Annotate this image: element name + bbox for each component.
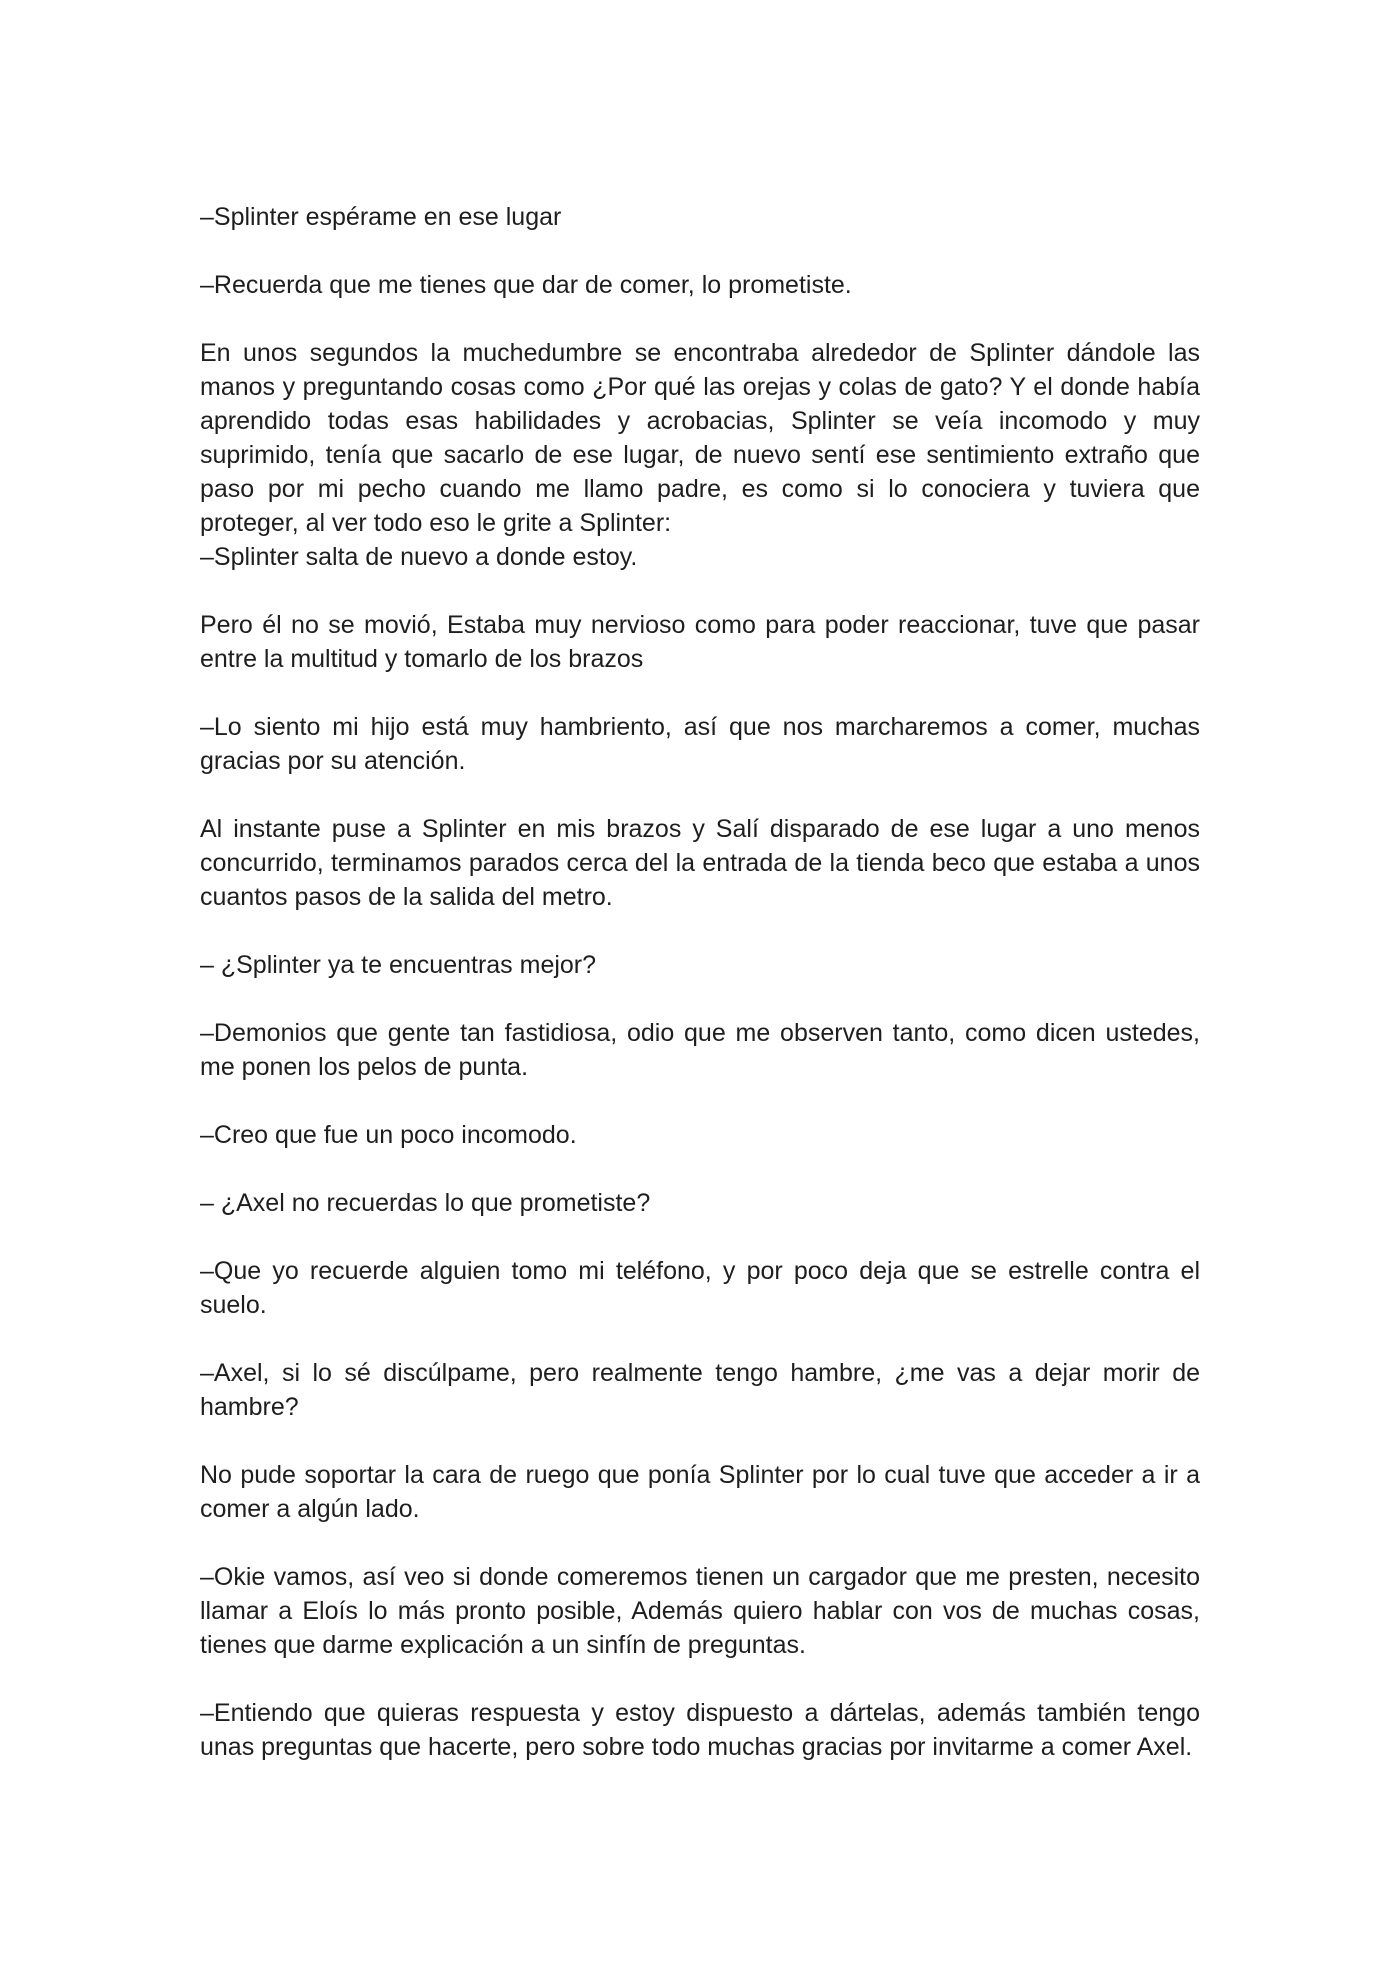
paragraph-8: – ¿Splinter ya te encuentras mejor? [200,951,597,979]
paragraph-10: –Creo que fue un poco incomodo. [200,1121,577,1149]
paragraph-4: –Splinter salta de nuevo a donde estoy. [200,543,638,571]
paragraph-3: En unos segundos la muchedumbre se encontraba alrededor de Splinter dándole las manos y preguntando cosas como ¿Por qué las orejas y colas de gato? Y el donde había aprendido todas esas habilidades y acrobacias, Splinter se veía incomodo y muy suprimido, tenía que sacarlo de ese lugar, de nuevo sentí ese sentimiento extraño que paso por mi pecho cuando me llamo padre, es como si lo conociera y tuviera que proteger, al ver todo eso le grite a Splinter: [200,339,1200,537]
paragraph-13: –Axel, si lo sé discúlpame, pero realmente tengo hambre, ¿me vas a dejar morir de hambre? [200,1359,1200,1421]
paragraph-15: –Okie vamos, así veo si donde comeremos tienen un cargador que me presten, necesito llamar a Eloís lo más pronto posible, Además quiero hablar con vos de muchas cosas, tienes que darme explicación a un sinfín de preguntas. [200,1563,1200,1659]
paragraph-14: No pude soportar la cara de ruego que ponía Splinter por lo cual tuve que acceder a ir a comer a algún lado. [200,1461,1200,1523]
paragraph-12: –Que yo recuerde alguien tomo mi teléfono, y por poco deja que se estrelle contra el suelo. [200,1257,1200,1319]
paragraph-9: –Demonios que gente tan fastidiosa, odio que me observen tanto, como dicen ustedes, me ponen los pelos de punta. [200,1019,1200,1081]
paragraph-11: – ¿Axel no recuerdas lo que prometiste? [200,1189,651,1217]
paragraph-16: –Entiendo que quieras respuesta y estoy dispuesto a dártelas, además también tengo unas preguntas que hacerte, pero sobre todo muchas gracias por invitarme a comer Axel. [200,1699,1200,1761]
paragraph-7: Al instante puse a Splinter en mis brazos y Salí disparado de ese lugar a uno menos concurrido, terminamos parados cerca del la entrada de la tienda beco que estaba a unos cuantos pasos de la salida del metro. [200,815,1200,911]
paragraph-6: –Lo siento mi hijo está muy hambriento, así que nos marcharemos a comer, muchas gracias por su atención. [200,713,1200,775]
paragraph-2: –Recuerda que me tienes que dar de comer, lo prometiste. [200,271,852,299]
paragraph-5: Pero él no se movió, Estaba muy nervioso como para poder reaccionar, tuve que pasar entre la multitud y tomarlo de los brazos [200,611,1200,673]
document-body [200,200,1200,1798]
paragraph-1: –Splinter espérame en ese lugar [200,203,562,231]
